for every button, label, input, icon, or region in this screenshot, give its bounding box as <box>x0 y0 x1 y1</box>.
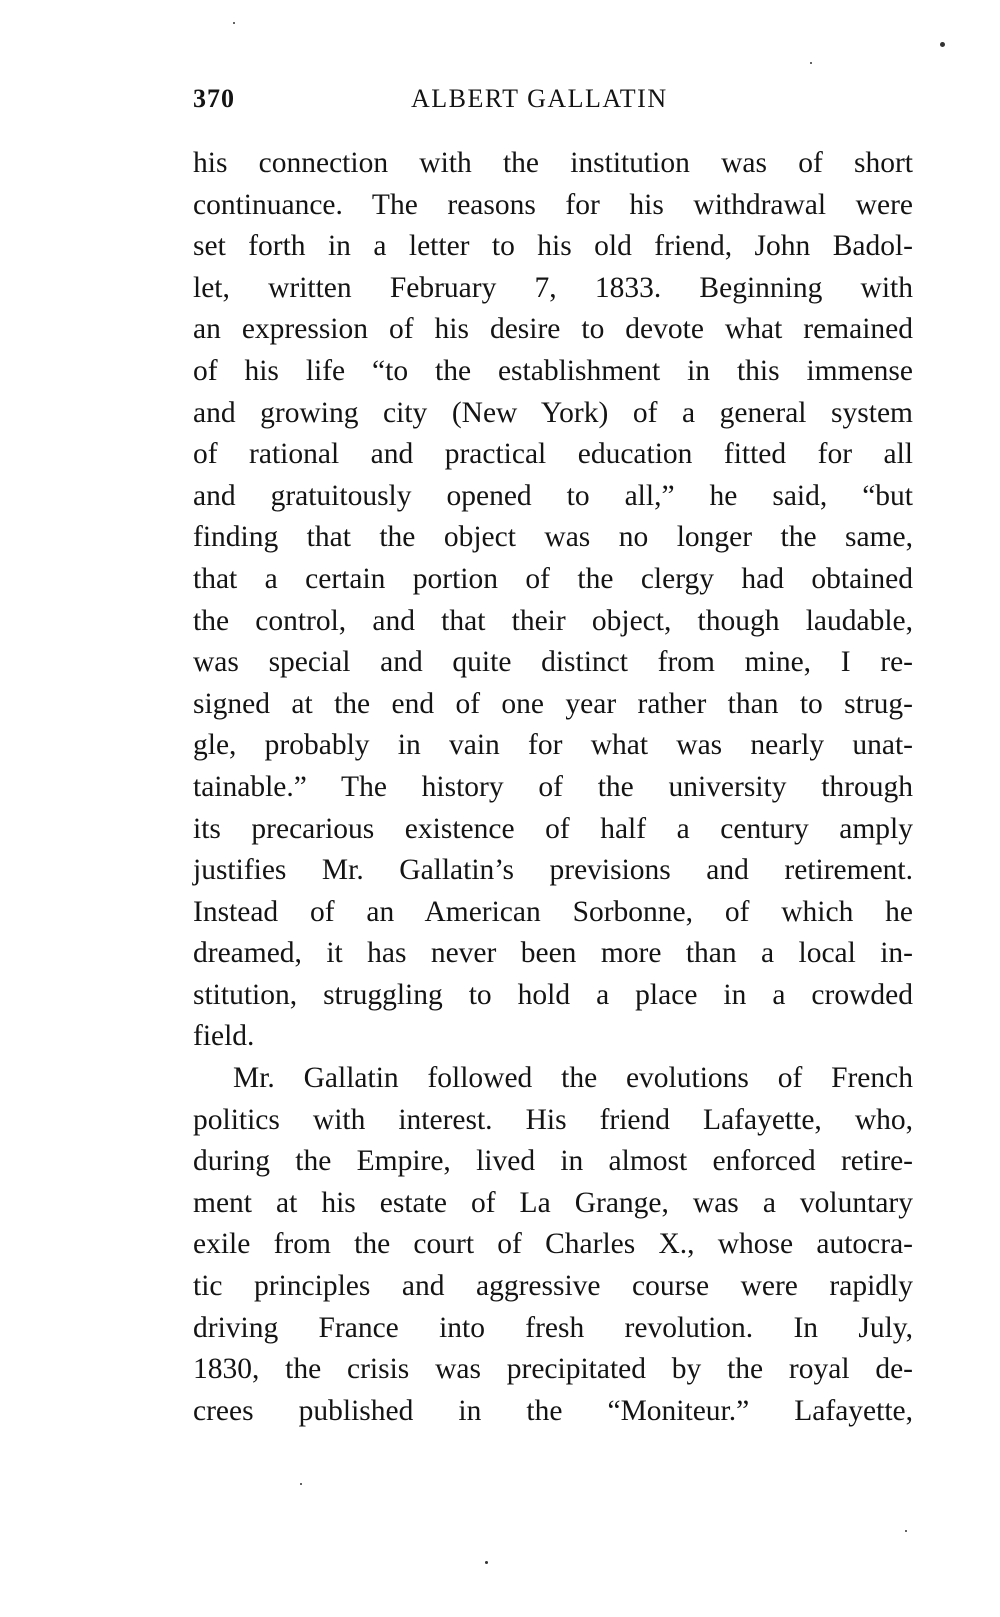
text-line: 1830, the crisis was precipitated by the royal de- <box>193 1353 913 1386</box>
paragraph-start-line: Mr. Gallatin followed the evolutions of French <box>233 1062 913 1095</box>
text-line: exile from the court of Charles X., whose autocra- <box>193 1228 913 1261</box>
text-line: and growing city (New York) of a general system <box>193 396 913 429</box>
text-line: ment at his estate of La Grange, was a voluntary <box>193 1186 913 1219</box>
text-line: of rational and practical education fitted for all <box>193 438 913 471</box>
text-line: that a certain portion of the clergy had obtained <box>193 562 913 595</box>
body-text <box>193 143 913 1432</box>
text-line: the control, and that their object, though laudable, <box>193 604 913 637</box>
page-number: 370 <box>193 84 235 113</box>
running-head <box>193 84 913 124</box>
scan-speck <box>810 62 812 64</box>
text-line: crees published in the “Moniteur.” Lafayette, <box>193 1394 913 1427</box>
scan-speck <box>940 42 945 47</box>
text-line: and gratuitously opened to all,” he said, “but <box>193 479 913 512</box>
text-line: tic principles and aggressive course were rapidly <box>193 1270 913 1303</box>
running-title: ALBERT GALLATIN <box>411 84 668 113</box>
scan-speck <box>485 1561 488 1564</box>
scan-speck <box>300 1483 302 1485</box>
text-line: driving France into fresh revolution. In July, <box>193 1311 913 1344</box>
text-line: an expression of his desire to devote what remained <box>193 313 913 346</box>
text-line: set forth in a letter to his old friend, John Badol- <box>193 230 913 263</box>
text-line: tainable.” The history of the university through <box>193 770 913 803</box>
text-line: gle, probably in vain for what was nearly unat- <box>193 729 913 762</box>
text-line: of his life “to the establishment in this immense <box>193 354 913 387</box>
text-line: signed at the end of one year rather than to strug- <box>193 687 913 720</box>
text-line: was special and quite distinct from mine, I re- <box>193 646 913 679</box>
text-line: continuance. The reasons for his withdrawal were <box>193 188 913 221</box>
text-line: his connection with the institution was of short <box>193 147 913 179</box>
text-line: stitution, struggling to hold a place in a crowded <box>193 978 913 1011</box>
text-line: during the Empire, lived in almost enforced retire- <box>193 1145 913 1178</box>
scan-speck <box>905 1530 907 1532</box>
text-line: justifies Mr. Gallatin’s previsions and retirement. <box>193 854 913 887</box>
text-line: dreamed, it has never been more than a local in- <box>193 937 913 970</box>
text-line: finding that the object was no longer the same, <box>193 521 913 554</box>
text-line: politics with interest. His friend Lafayette, who, <box>193 1103 913 1136</box>
scan-speck <box>233 22 235 24</box>
text-line: let, written February 7, 1833. Beginning with <box>193 271 913 304</box>
text-line: its precarious existence of half a century amply <box>193 812 913 845</box>
text-line: Instead of an American Sorbonne, of which he <box>193 895 913 928</box>
text-line: field. <box>193 1020 255 1053</box>
